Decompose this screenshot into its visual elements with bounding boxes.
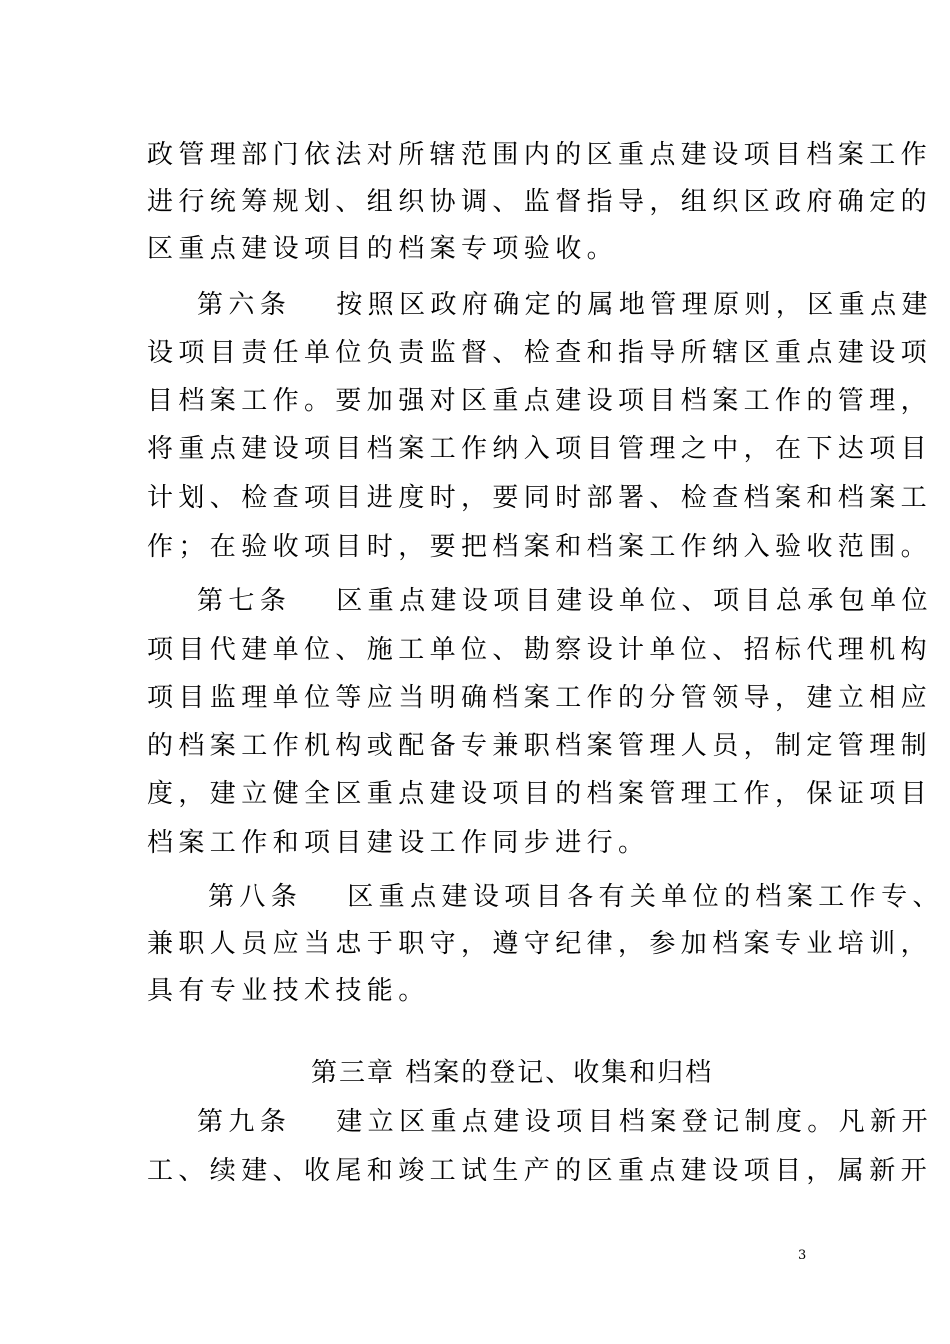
text-line: 第七条 区重点建设项目建设单位、项目总承包单位: [197, 586, 933, 616]
text-line: 设项目责任单位负责监督、检查和指导所辖区重点建设项: [147, 338, 933, 368]
text-line: 第六条 按照区政府确定的属地管理原则，区重点建: [197, 290, 933, 320]
text-line: 政管理部门依法对所辖范围内的区重点建设项目档案工作: [147, 140, 933, 170]
text-line: 的档案工作机构或配备专兼职档案管理人员，制定管理制: [147, 731, 933, 761]
text-line: 度，建立健全区重点建设项目的档案管理工作，保证项目: [147, 779, 933, 809]
text-line: 档案工作和项目建设工作同步进行。: [147, 828, 650, 858]
text-line: 区重点建设项目的档案专项验收。: [147, 234, 619, 264]
text-line: 进行统筹规划、组织协调、监督指导，组织区政府确定的: [147, 187, 933, 217]
text-line: 项目监理单位等应当明确档案工作的分管领导，建立相应: [147, 683, 933, 713]
text-line: 将重点建设项目档案工作纳入项目管理之中，在下达项目: [147, 434, 933, 464]
page-number: 3: [798, 1248, 807, 1263]
text-line: 第八条 区重点建设项目各有关单位的档案工作专、: [208, 882, 944, 912]
text-line: 作；在验收项目时，要把档案和档案工作纳入验收范围。: [147, 532, 933, 562]
text-line: 兼职人员应当忠于职守，遵守纪律，参加档案专业培训，: [147, 929, 933, 959]
text-line: 工、续建、收尾和竣工试生产的区重点建设项目，属新开: [147, 1156, 933, 1186]
text-line: 计划、检查项目进度时，要同时部署、检查档案和档案工: [147, 483, 933, 513]
text-line: 项目代建单位、施工单位、勘察设计单位、招标代理机构: [147, 635, 933, 665]
text-line: 目档案工作。要加强对区重点建设项目档案工作的管理，: [147, 386, 933, 416]
chapter-heading: 第三章 档案的登记、收集和归档: [311, 1058, 714, 1088]
text-line: 具有专业技术技能。: [147, 976, 430, 1006]
text-line: 第九条 建立区重点建设项目档案登记制度。凡新开: [197, 1107, 933, 1137]
